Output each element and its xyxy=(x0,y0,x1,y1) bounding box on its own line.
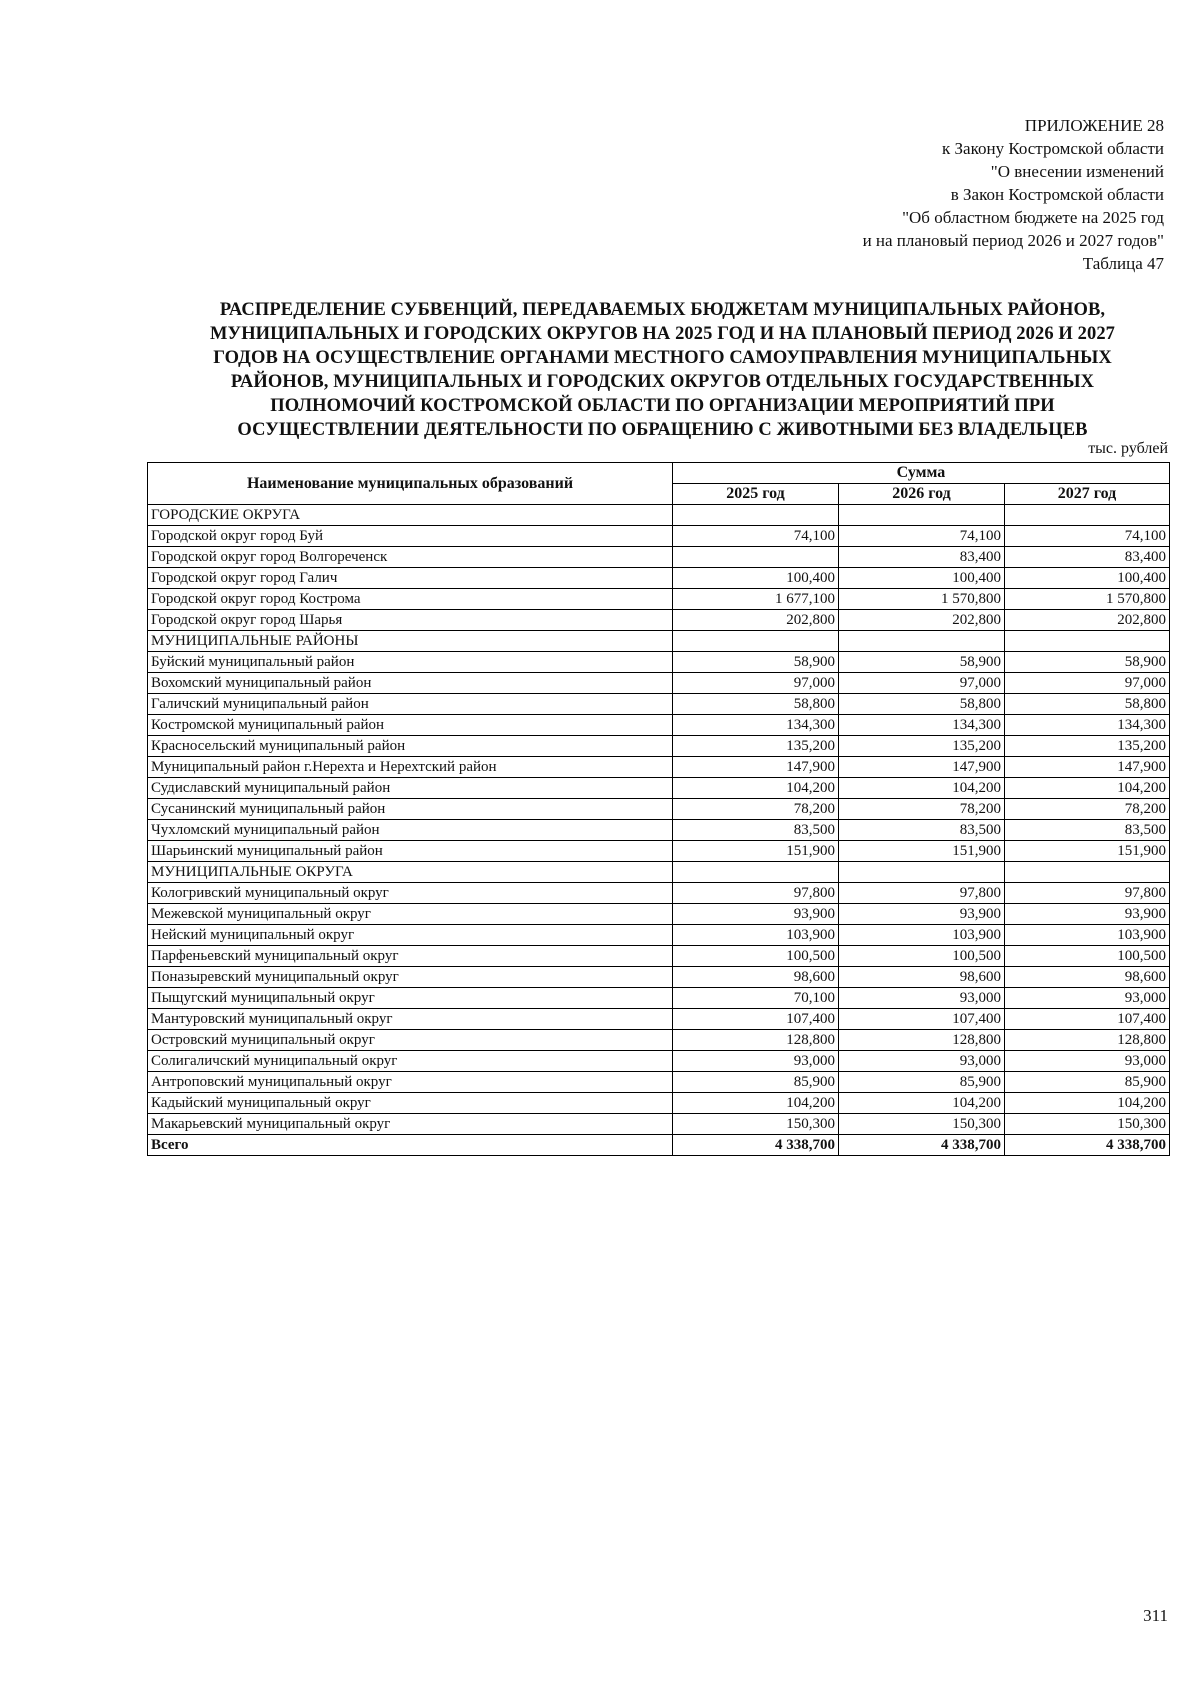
amount-2026 xyxy=(839,862,1005,883)
table-body xyxy=(148,505,1170,1156)
amount-2025: 4 338,700 xyxy=(673,1135,839,1156)
municipality-name: Всего xyxy=(148,1135,673,1156)
amount-2025: 58,900 xyxy=(673,652,839,673)
amount-2025: 128,800 xyxy=(673,1030,839,1051)
section-label: ГОРОДСКИЕ ОКРУГА xyxy=(148,505,673,526)
municipality-name: Шарьинский муниципальный район xyxy=(148,841,673,862)
table-row xyxy=(148,1030,1170,1051)
table-row xyxy=(148,778,1170,799)
amount-2027: 83,500 xyxy=(1005,820,1170,841)
municipality-name: Городской округ город Волгореченск xyxy=(148,547,673,568)
table-row xyxy=(148,904,1170,925)
municipality-name: Чухломский муниципальный район xyxy=(148,820,673,841)
municipality-name: Городской округ город Буй xyxy=(148,526,673,547)
sum-column-header: Сумма xyxy=(673,463,1170,484)
table-row xyxy=(148,715,1170,736)
amount-2026: 1 570,800 xyxy=(839,589,1005,610)
amount-2027: 78,200 xyxy=(1005,799,1170,820)
amount-2026: 4 338,700 xyxy=(839,1135,1005,1156)
municipality-name: Вохомский муниципальный район xyxy=(148,673,673,694)
amount-2025: 97,800 xyxy=(673,883,839,904)
table-row xyxy=(148,841,1170,862)
amount-2027: 85,900 xyxy=(1005,1072,1170,1093)
amount-2027: 100,400 xyxy=(1005,568,1170,589)
appendix-header xyxy=(863,114,1164,275)
municipality-name: Макарьевский муниципальный округ xyxy=(148,1114,673,1135)
table-row xyxy=(148,946,1170,967)
appendix-line: в Закон Костромской области xyxy=(950,185,1164,204)
amount-2025: 74,100 xyxy=(673,526,839,547)
amount-2025 xyxy=(673,862,839,883)
municipality-name: Городской округ город Шарья xyxy=(148,610,673,631)
amount-2025: 78,200 xyxy=(673,799,839,820)
appendix-line: ПРИЛОЖЕНИЕ 28 xyxy=(1024,116,1164,135)
amount-2025: 93,900 xyxy=(673,904,839,925)
amount-2026: 103,900 xyxy=(839,925,1005,946)
page-number: 311 xyxy=(1143,1606,1168,1625)
appendix-line: "О внесении изменений xyxy=(990,162,1164,181)
table-row xyxy=(148,883,1170,904)
municipality-name: Красносельский муниципальный район xyxy=(148,736,673,757)
amount-2025: 93,000 xyxy=(673,1051,839,1072)
amount-2027: 134,300 xyxy=(1005,715,1170,736)
amount-2027: 4 338,700 xyxy=(1005,1135,1170,1156)
amount-2027: 104,200 xyxy=(1005,1093,1170,1114)
amount-2025: 58,800 xyxy=(673,694,839,715)
table-row xyxy=(148,925,1170,946)
table-row xyxy=(148,1009,1170,1030)
amount-2026: 78,200 xyxy=(839,799,1005,820)
amount-2026: 134,300 xyxy=(839,715,1005,736)
amount-2026: 135,200 xyxy=(839,736,1005,757)
municipality-name: Муниципальный район г.Нерехта и Нерехтский район xyxy=(148,757,673,778)
section-label: МУНИЦИПАЛЬНЫЕ РАЙОНЫ xyxy=(148,631,673,652)
amount-2026: 74,100 xyxy=(839,526,1005,547)
table-row xyxy=(148,967,1170,988)
amount-2027: 83,400 xyxy=(1005,547,1170,568)
amount-2027: 202,800 xyxy=(1005,610,1170,631)
table-row xyxy=(148,736,1170,757)
amount-2025: 150,300 xyxy=(673,1114,839,1135)
amount-2026: 202,800 xyxy=(839,610,1005,631)
section-row xyxy=(148,862,1170,883)
amount-2025: 134,300 xyxy=(673,715,839,736)
amount-2027 xyxy=(1005,505,1170,526)
amount-2025: 97,000 xyxy=(673,673,839,694)
amount-2027: 128,800 xyxy=(1005,1030,1170,1051)
municipality-name: Нейский муниципальный округ xyxy=(148,925,673,946)
total-row xyxy=(148,1135,1170,1156)
table-row xyxy=(148,526,1170,547)
amount-2025: 98,600 xyxy=(673,967,839,988)
amount-2026: 128,800 xyxy=(839,1030,1005,1051)
municipality-name: Мантуровский муниципальный округ xyxy=(148,1009,673,1030)
amount-2026: 97,000 xyxy=(839,673,1005,694)
municipality-name: Сусанинский муниципальный район xyxy=(148,799,673,820)
municipality-name: Солигаличский муниципальный округ xyxy=(148,1051,673,1072)
table-row xyxy=(148,673,1170,694)
table-row xyxy=(148,694,1170,715)
amount-2027: 58,900 xyxy=(1005,652,1170,673)
table-row xyxy=(148,820,1170,841)
year-header-2026: 2026 год xyxy=(839,484,1005,505)
amount-2025: 103,900 xyxy=(673,925,839,946)
municipality-name: Галичский муниципальный район xyxy=(148,694,673,715)
amount-2026 xyxy=(839,505,1005,526)
amount-2025 xyxy=(673,505,839,526)
municipality-name: Межевской муниципальный округ xyxy=(148,904,673,925)
amount-2025: 100,500 xyxy=(673,946,839,967)
amount-2026: 107,400 xyxy=(839,1009,1005,1030)
municipality-name: Буйский муниципальный район xyxy=(148,652,673,673)
municipality-name: Островский муниципальный округ xyxy=(148,1030,673,1051)
appendix-line: к Закону Костромской области xyxy=(942,139,1164,158)
amount-2027: 58,800 xyxy=(1005,694,1170,715)
amount-2027: 150,300 xyxy=(1005,1114,1170,1135)
amount-2026: 104,200 xyxy=(839,778,1005,799)
table-header-row xyxy=(148,463,1170,484)
amount-2026: 58,800 xyxy=(839,694,1005,715)
appendix-line: и на плановый период 2026 и 2027 годов" xyxy=(862,231,1164,250)
amount-2026: 147,900 xyxy=(839,757,1005,778)
title-line: МУНИЦИПАЛЬНЫХ И ГОРОДСКИХ ОКРУГОВ НА 2025 ГОД И НА ПЛАНОВЫЙ ПЕРИОД 2026 И 2027 xyxy=(209,324,1116,344)
amount-2025 xyxy=(673,631,839,652)
amount-2026: 93,000 xyxy=(839,988,1005,1009)
units-label: тыс. рублей xyxy=(1088,440,1168,457)
amount-2025: 70,100 xyxy=(673,988,839,1009)
table-row xyxy=(148,1093,1170,1114)
table-row xyxy=(148,568,1170,589)
amount-2027: 93,900 xyxy=(1005,904,1170,925)
table-number: Таблица 47 xyxy=(1082,254,1164,273)
table-row xyxy=(148,1114,1170,1135)
amount-2025: 104,200 xyxy=(673,1093,839,1114)
amount-2025: 135,200 xyxy=(673,736,839,757)
amount-2025: 147,900 xyxy=(673,757,839,778)
municipality-name: Костромской муниципальный район xyxy=(148,715,673,736)
name-column-header: Наименование муниципальных образований xyxy=(148,463,673,505)
amount-2026: 97,800 xyxy=(839,883,1005,904)
municipality-name: Антроповский муниципальный округ xyxy=(148,1072,673,1093)
amount-2026: 100,500 xyxy=(839,946,1005,967)
amount-2026 xyxy=(839,631,1005,652)
municipality-name: Судиславский муниципальный район xyxy=(148,778,673,799)
amount-2027: 104,200 xyxy=(1005,778,1170,799)
amount-2025 xyxy=(673,547,839,568)
amount-2026: 93,900 xyxy=(839,904,1005,925)
amount-2026: 83,500 xyxy=(839,820,1005,841)
table-row xyxy=(148,988,1170,1009)
amount-2027: 93,000 xyxy=(1005,1051,1170,1072)
amount-2025: 1 677,100 xyxy=(673,589,839,610)
amount-2025: 104,200 xyxy=(673,778,839,799)
table-row xyxy=(148,547,1170,568)
appendix-line: "Об областном бюджете на 2025 год xyxy=(902,208,1164,227)
amount-2026: 58,900 xyxy=(839,652,1005,673)
amount-2026: 83,400 xyxy=(839,547,1005,568)
amount-2027: 74,100 xyxy=(1005,526,1170,547)
amount-2026: 150,300 xyxy=(839,1114,1005,1135)
amount-2025: 151,900 xyxy=(673,841,839,862)
municipality-name: Кологривский муниципальный округ xyxy=(148,883,673,904)
amount-2025: 202,800 xyxy=(673,610,839,631)
amount-2027: 93,000 xyxy=(1005,988,1170,1009)
table-row xyxy=(148,589,1170,610)
subvention-table xyxy=(147,462,1170,1156)
amount-2027 xyxy=(1005,862,1170,883)
table-row xyxy=(148,1051,1170,1072)
document-title xyxy=(150,298,1175,442)
amount-2027: 98,600 xyxy=(1005,967,1170,988)
section-row xyxy=(148,631,1170,652)
amount-2026: 98,600 xyxy=(839,967,1005,988)
amount-2027: 1 570,800 xyxy=(1005,589,1170,610)
table-row xyxy=(148,799,1170,820)
amount-2027: 97,000 xyxy=(1005,673,1170,694)
amount-2027: 103,900 xyxy=(1005,925,1170,946)
title-line: РАСПРЕДЕЛЕНИЕ СУБВЕНЦИЙ, ПЕРЕДАВАЕМЫХ БЮДЖЕТАМ МУНИЦИПАЛЬНЫХ РАЙОНОВ, xyxy=(219,300,1106,320)
amount-2027: 135,200 xyxy=(1005,736,1170,757)
amount-2027: 151,900 xyxy=(1005,841,1170,862)
amount-2025: 100,400 xyxy=(673,568,839,589)
year-header-2025: 2025 год xyxy=(673,484,839,505)
municipality-name: Городской округ город Галич xyxy=(148,568,673,589)
amount-2027: 97,800 xyxy=(1005,883,1170,904)
table-row xyxy=(148,757,1170,778)
amount-2026: 85,900 xyxy=(839,1072,1005,1093)
section-row xyxy=(148,505,1170,526)
amount-2025: 107,400 xyxy=(673,1009,839,1030)
municipality-name: Кадыйский муниципальный округ xyxy=(148,1093,673,1114)
municipality-name: Парфеньевский муниципальный округ xyxy=(148,946,673,967)
title-line: РАЙОНОВ, МУНИЦИПАЛЬНЫХ И ГОРОДСКИХ ОКРУГОВ ОТДЕЛЬНЫХ ГОСУДАРСТВЕННЫХ xyxy=(230,372,1095,392)
table-row xyxy=(148,610,1170,631)
amount-2026: 100,400 xyxy=(839,568,1005,589)
municipality-name: Поназыревский муниципальный округ xyxy=(148,967,673,988)
amount-2026: 104,200 xyxy=(839,1093,1005,1114)
table-row xyxy=(148,652,1170,673)
amount-2027: 100,500 xyxy=(1005,946,1170,967)
amount-2027 xyxy=(1005,631,1170,652)
amount-2025: 85,900 xyxy=(673,1072,839,1093)
title-line: ГОДОВ НА ОСУЩЕСТВЛЕНИЕ ОРГАНАМИ МЕСТНОГО САМОУПРАВЛЕНИЯ МУНИЦИПАЛЬНЫХ xyxy=(213,348,1112,368)
amount-2027: 147,900 xyxy=(1005,757,1170,778)
municipality-name: Пыщугский муниципальный округ xyxy=(148,988,673,1009)
year-header-2027: 2027 год xyxy=(1005,484,1170,505)
title-line: ОСУЩЕСТВЛЕНИИ ДЕЯТЕЛЬНОСТИ ПО ОБРАЩЕНИЮ С ЖИВОТНЫМИ БЕЗ ВЛАДЕЛЬЦЕВ xyxy=(237,420,1088,440)
amount-2026: 93,000 xyxy=(839,1051,1005,1072)
section-label: МУНИЦИПАЛЬНЫЕ ОКРУГА xyxy=(148,862,673,883)
amount-2026: 151,900 xyxy=(839,841,1005,862)
amount-2025: 83,500 xyxy=(673,820,839,841)
title-line: ПОЛНОМОЧИЙ КОСТРОМСКОЙ ОБЛАСТИ ПО ОРГАНИЗАЦИИ МЕРОПРИЯТИЙ ПРИ xyxy=(270,396,1055,416)
amount-2027: 107,400 xyxy=(1005,1009,1170,1030)
municipality-name: Городской округ город Кострома xyxy=(148,589,673,610)
table-row xyxy=(148,1072,1170,1093)
